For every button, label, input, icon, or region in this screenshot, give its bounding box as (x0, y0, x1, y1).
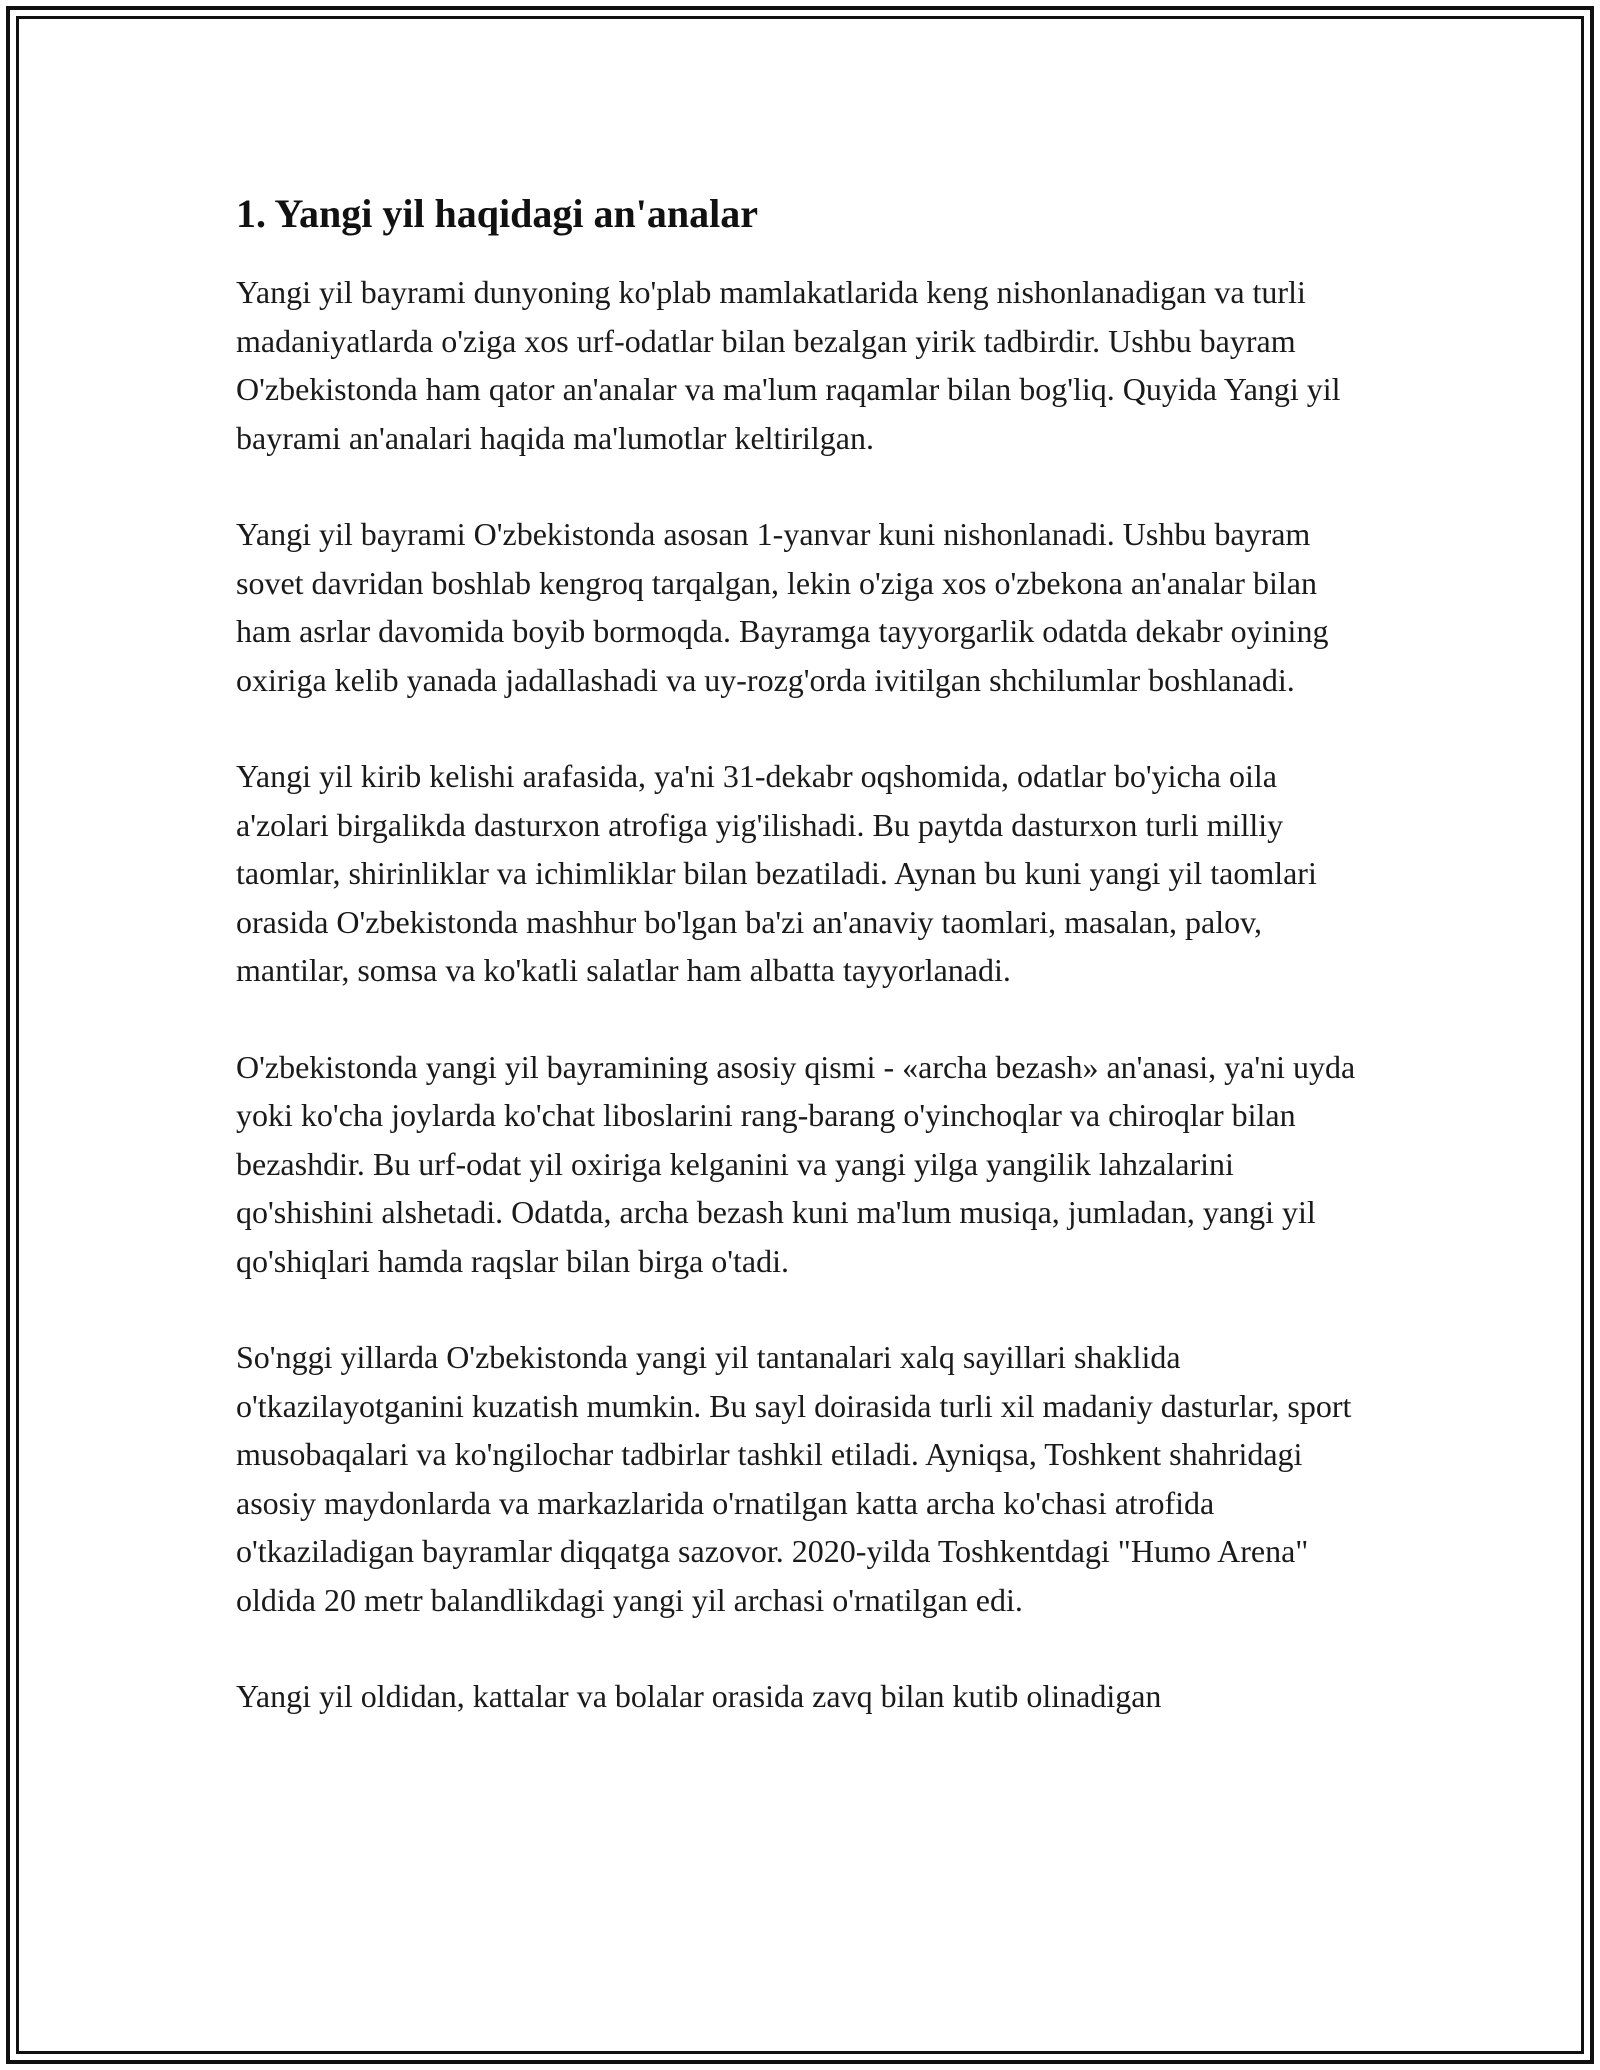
paragraph-tree: O'zbekistonda yangi yil bayramining asosiy qismi - «archa bezash» an'anasi, ya'ni uyda yoki ko'cha joylarda ko'chat liboslarini rang-barang o'yinchoqlar va chiroqlar bilan bezashdir. Bu urf-odat yil oxiriga kelganini va yangi yilga yangilik lahzalarini qo'shishini alshetadi. Odatda, archa bezash kuni ma'lum musiqa, jumladan, yangi yil qo'shiqlari hamda raqslar bilan birga o'tadi. (236, 1048, 1356, 1279)
paragraph-festivities: So'nggi yillarda O'zbekistonda yangi yil tantanalari xalq sayillari shaklida o'tkazilayotganini kuzatish mumkin. Bu sayl doirasida turli xil madaniy dasturlar, sport musobaqalari va ko'ngilochar tadbirlar tashkil etiladi. Ayniqsa, Toshkent shahridagi asosiy maydonlarda va markazlarida o'rnatilgan katta archa ko'chasi atrofida o'tkaziladigan bayramlar diqqatga sazovor. 2020-yilda Toshkentdagi "Humo Arena" oldida 20 metr balandlikdagi yangi yil archasi o'rnatilgan edi. (236, 1339, 1352, 1618)
paragraph-continued: Yangi yil oldidan, kattalar va bolalar orasida zavq bilan kutib olinadigan (236, 1678, 1162, 1714)
paragraph-dinner: Yangi yil kirib kelishi arafasida, ya'ni 31-dekabr oqshomida, odatlar bo'yicha oila a'zolari birgalikda dasturxon atrofiga yig'ilishadi. Bu paytda dasturxon turli milliy taomlar, shirinliklar va ichimliklar bilan bezatiladi. Aynan bu kuni yangi yil taomlari orasida O'zbekistonda mashhur bo'lgan ba'zi an'anaviy taomlari, masalan, palov, mantilar, somsa va ko'katli salatlar ham albatta tayyorlanadi. (236, 758, 1317, 988)
document-body (236, 186, 1376, 1769)
section-heading: 1. Yangi yil haqidagi an'analar (236, 191, 758, 236)
paragraph-intro: Yangi yil bayrami dunyoning ko'plab mamlakatlarida keng nishonlanadigan va turli madaniyatlarda o'ziga xos urf-odatlar bilan bezalgan yirik tadbirdir. Ushbu bayram O'zbekistonda ham qator an'analar va ma'lum raqamlar bilan bog'liq. Quyida Yangi yil bayrami an'analari haqida ma'lumotlar keltirilgan. (236, 274, 1341, 456)
paragraph-date: Yangi yil bayrami O'zbekistonda asosan 1-yanvar kuni nishonlanadi. Ushbu bayram sovet davridan boshlab kengroq tarqalgan, lekin o'ziga xos o'zbekona an'analar bilan ham asrlar davomida boyib bormoqda. Bayramga tayyorgarlik odatda dekabr oyining oxiriga kelib yanada jadallashadi va uy-rozg'orda ivitilgan shchilumlar boshlanadi. (236, 516, 1329, 698)
